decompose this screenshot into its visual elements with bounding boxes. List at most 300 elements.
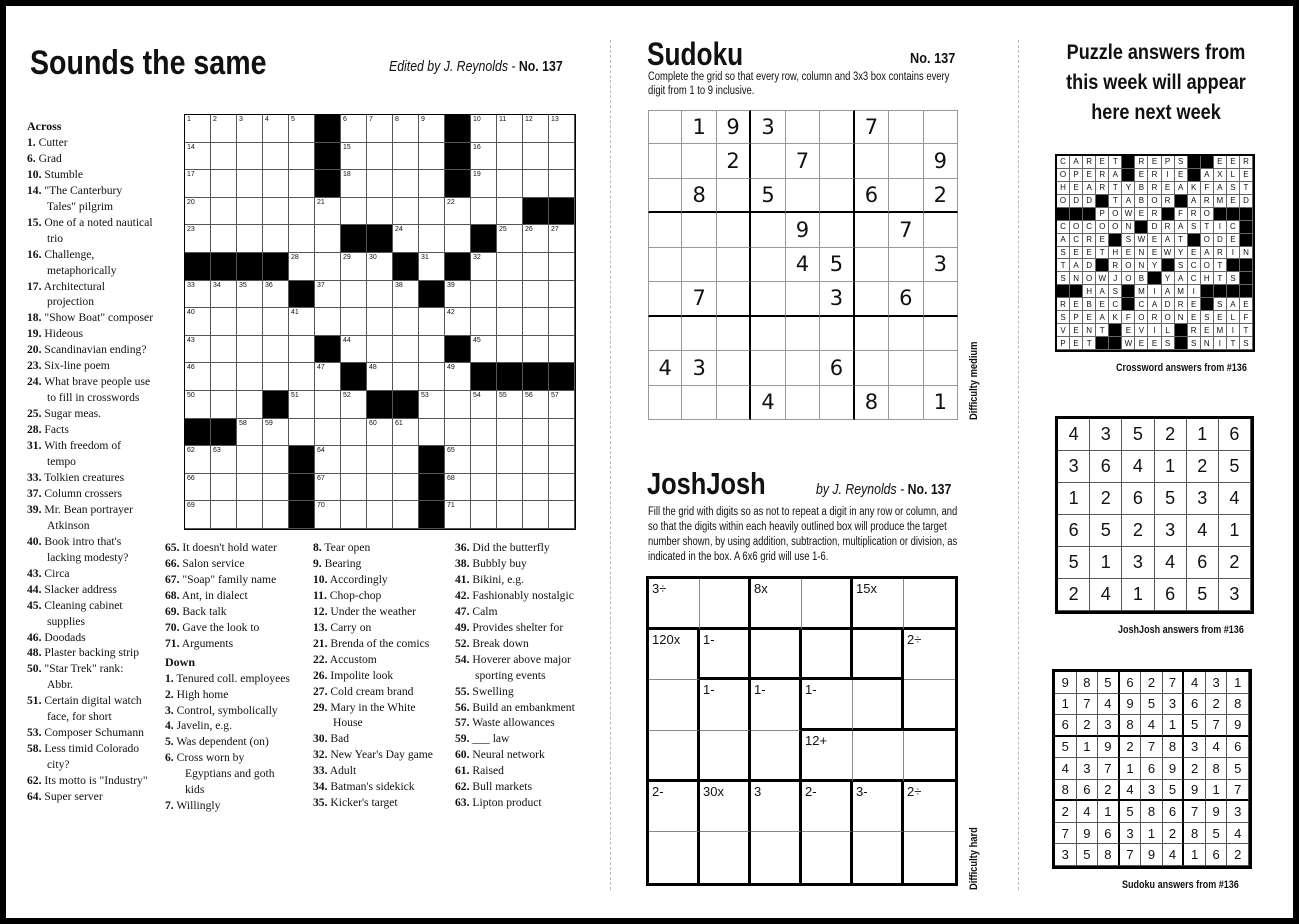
crossword-cell[interactable] (237, 419, 263, 447)
crossword-cell[interactable] (393, 143, 419, 171)
crossword-cell[interactable] (367, 363, 393, 391)
crossword-cell[interactable] (341, 501, 367, 529)
crossword-cell[interactable] (185, 143, 211, 171)
crossword-cell[interactable] (211, 115, 237, 143)
crossword-cell[interactable] (185, 281, 211, 309)
sudoku-cell[interactable] (820, 179, 854, 213)
crossword-cell[interactable] (419, 363, 445, 391)
joshjosh-cell[interactable] (751, 680, 802, 731)
sudoku-cell[interactable] (855, 282, 889, 316)
sudoku-cell[interactable] (889, 179, 923, 213)
crossword-cell[interactable] (185, 170, 211, 198)
crossword-cell[interactable] (263, 170, 289, 198)
sudoku-cell[interactable] (717, 386, 751, 420)
crossword-cell[interactable] (497, 198, 523, 226)
crossword-cell[interactable] (445, 225, 471, 253)
sudoku-cell[interactable] (717, 351, 751, 385)
joshjosh-cell[interactable] (700, 680, 751, 731)
crossword-cell[interactable] (289, 363, 315, 391)
sudoku-cell[interactable] (889, 110, 923, 144)
sudoku-cell[interactable] (682, 248, 716, 282)
sudoku-cell[interactable] (682, 144, 716, 178)
sudoku-cell[interactable] (820, 386, 854, 420)
sudoku-cell[interactable] (855, 317, 889, 351)
crossword-cell[interactable] (211, 225, 237, 253)
crossword-cell[interactable] (497, 225, 523, 253)
joshjosh-cell[interactable] (700, 832, 751, 883)
joshjosh-cell[interactable] (751, 782, 802, 833)
sudoku-cell[interactable] (855, 248, 889, 282)
crossword-cell[interactable] (341, 308, 367, 336)
crossword-cell[interactable] (523, 225, 549, 253)
crossword-cell[interactable] (341, 336, 367, 364)
sudoku-cell[interactable] (648, 144, 682, 178)
crossword-cell[interactable] (211, 391, 237, 419)
sudoku-cell[interactable] (786, 317, 820, 351)
crossword-cell[interactable] (523, 281, 549, 309)
crossword-cell[interactable] (471, 474, 497, 502)
sudoku-cell[interactable] (751, 248, 785, 282)
crossword-cell[interactable] (289, 336, 315, 364)
crossword-cell[interactable] (185, 198, 211, 226)
crossword-cell[interactable] (237, 198, 263, 226)
sudoku-cell[interactable] (889, 248, 923, 282)
crossword-cell[interactable] (237, 281, 263, 309)
crossword-cell[interactable] (523, 446, 549, 474)
sudoku-cell[interactable]: 2 (717, 144, 751, 178)
sudoku-cell[interactable]: 8 (855, 386, 889, 420)
sudoku-cell[interactable] (648, 213, 682, 247)
sudoku-cell[interactable] (648, 248, 682, 282)
sudoku-cell[interactable]: 4 (648, 351, 682, 385)
crossword-cell[interactable] (341, 253, 367, 281)
crossword-cell[interactable] (315, 391, 341, 419)
joshjosh-cell[interactable] (751, 579, 802, 630)
sudoku-cell[interactable]: 3 (682, 351, 716, 385)
crossword-cell[interactable] (367, 308, 393, 336)
crossword-cell[interactable] (367, 198, 393, 226)
sudoku-cell[interactable] (786, 179, 820, 213)
crossword-cell[interactable] (185, 336, 211, 364)
crossword-cell[interactable] (549, 170, 575, 198)
crossword-cell[interactable] (211, 336, 237, 364)
crossword-cell[interactable] (315, 253, 341, 281)
joshjosh-cell[interactable] (853, 782, 904, 833)
crossword-cell[interactable] (549, 143, 575, 171)
sudoku-cell[interactable]: 1 (924, 386, 958, 420)
crossword-cell[interactable] (549, 474, 575, 502)
crossword-cell[interactable] (367, 253, 393, 281)
sudoku-cell[interactable] (648, 110, 682, 144)
crossword-cell[interactable] (471, 336, 497, 364)
sudoku-cell[interactable] (855, 351, 889, 385)
sudoku-cell[interactable]: 6 (855, 179, 889, 213)
crossword-cell[interactable] (419, 336, 445, 364)
crossword-cell[interactable] (237, 391, 263, 419)
crossword-cell[interactable] (471, 253, 497, 281)
joshjosh-cell[interactable] (649, 832, 700, 883)
crossword-cell[interactable] (315, 308, 341, 336)
crossword-cell[interactable] (289, 115, 315, 143)
crossword-cell[interactable] (497, 446, 523, 474)
joshjosh-cell[interactable] (853, 832, 904, 883)
crossword-cell[interactable] (341, 419, 367, 447)
joshjosh-cell[interactable] (802, 731, 853, 782)
crossword-cell[interactable] (263, 446, 289, 474)
sudoku-cell[interactable]: 9 (717, 110, 751, 144)
crossword-cell[interactable] (419, 225, 445, 253)
crossword-cell[interactable] (523, 501, 549, 529)
crossword-cell[interactable] (263, 501, 289, 529)
crossword-cell[interactable] (419, 198, 445, 226)
crossword-cell[interactable] (497, 115, 523, 143)
crossword-cell[interactable] (419, 143, 445, 171)
crossword-cell[interactable] (367, 143, 393, 171)
crossword-cell[interactable] (185, 446, 211, 474)
sudoku-cell[interactable]: 5 (751, 179, 785, 213)
sudoku-cell[interactable]: 8 (682, 179, 716, 213)
crossword-cell[interactable] (445, 391, 471, 419)
crossword-cell[interactable] (211, 143, 237, 171)
crossword-cell[interactable] (367, 115, 393, 143)
crossword-cell[interactable] (211, 363, 237, 391)
crossword-cell[interactable] (549, 336, 575, 364)
sudoku-cell[interactable] (751, 144, 785, 178)
crossword-cell[interactable] (523, 170, 549, 198)
sudoku-cell[interactable] (717, 213, 751, 247)
sudoku-cell[interactable] (751, 282, 785, 316)
crossword-cell[interactable] (471, 308, 497, 336)
crossword-cell[interactable] (289, 391, 315, 419)
crossword-cell[interactable] (445, 281, 471, 309)
sudoku-cell[interactable] (889, 144, 923, 178)
crossword-cell[interactable] (263, 363, 289, 391)
sudoku-cell[interactable]: 7 (682, 282, 716, 316)
crossword-cell[interactable] (419, 115, 445, 143)
sudoku-cell[interactable] (820, 317, 854, 351)
crossword-cell[interactable] (523, 419, 549, 447)
joshjosh-cell[interactable] (700, 731, 751, 782)
crossword-cell[interactable] (393, 363, 419, 391)
crossword-cell[interactable] (289, 253, 315, 281)
sudoku-cell[interactable] (889, 386, 923, 420)
crossword-cell[interactable] (523, 143, 549, 171)
sudoku-cell[interactable] (717, 282, 751, 316)
crossword-cell[interactable] (445, 419, 471, 447)
crossword-cell[interactable] (549, 501, 575, 529)
joshjosh-cell[interactable] (904, 832, 955, 883)
crossword-cell[interactable] (211, 281, 237, 309)
sudoku-cell[interactable] (648, 317, 682, 351)
sudoku-cell[interactable] (924, 213, 958, 247)
crossword-cell[interactable] (471, 115, 497, 143)
sudoku-grid[interactable] (648, 110, 958, 420)
crossword-cell[interactable] (523, 336, 549, 364)
crossword-cell[interactable] (497, 170, 523, 198)
crossword-cell[interactable] (393, 501, 419, 529)
crossword-cell[interactable] (341, 446, 367, 474)
crossword-cell[interactable] (263, 474, 289, 502)
crossword-cell[interactable] (393, 308, 419, 336)
sudoku-cell[interactable] (751, 213, 785, 247)
crossword-cell[interactable] (341, 391, 367, 419)
sudoku-cell[interactable] (924, 110, 958, 144)
crossword-cell[interactable] (393, 419, 419, 447)
sudoku-cell[interactable] (820, 213, 854, 247)
joshjosh-cell[interactable] (700, 630, 751, 681)
crossword-cell[interactable] (393, 225, 419, 253)
sudoku-cell[interactable] (682, 213, 716, 247)
crossword-cell[interactable] (237, 501, 263, 529)
crossword-cell[interactable] (263, 336, 289, 364)
crossword-cell[interactable] (367, 336, 393, 364)
crossword-cell[interactable] (185, 474, 211, 502)
crossword-cell[interactable] (315, 198, 341, 226)
crossword-cell[interactable] (263, 225, 289, 253)
crossword-cell[interactable] (549, 308, 575, 336)
crossword-cell[interactable] (497, 253, 523, 281)
sudoku-cell[interactable]: 2 (924, 179, 958, 213)
sudoku-cell[interactable] (751, 351, 785, 385)
crossword-cell[interactable] (341, 170, 367, 198)
crossword-cell[interactable] (237, 363, 263, 391)
crossword-cell[interactable] (549, 281, 575, 309)
sudoku-cell[interactable] (924, 351, 958, 385)
joshjosh-grid[interactable] (646, 576, 958, 886)
sudoku-cell[interactable]: 5 (820, 248, 854, 282)
sudoku-cell[interactable] (889, 351, 923, 385)
crossword-cell[interactable] (471, 198, 497, 226)
crossword-cell[interactable] (315, 281, 341, 309)
crossword-cell[interactable] (367, 419, 393, 447)
crossword-cell[interactable] (237, 336, 263, 364)
crossword-cell[interactable] (315, 419, 341, 447)
sudoku-cell[interactable] (648, 282, 682, 316)
crossword-cell[interactable] (497, 308, 523, 336)
crossword-cell[interactable] (315, 446, 341, 474)
sudoku-cell[interactable]: 7 (889, 213, 923, 247)
joshjosh-cell[interactable] (853, 731, 904, 782)
sudoku-cell[interactable]: 3 (751, 110, 785, 144)
crossword-cell[interactable] (289, 143, 315, 171)
crossword-cell[interactable] (471, 281, 497, 309)
joshjosh-cell[interactable] (853, 579, 904, 630)
crossword-cell[interactable] (393, 198, 419, 226)
crossword-cell[interactable] (237, 170, 263, 198)
sudoku-cell[interactable]: 1 (682, 110, 716, 144)
crossword-cell[interactable] (315, 501, 341, 529)
sudoku-cell[interactable] (786, 351, 820, 385)
crossword-cell[interactable] (497, 143, 523, 171)
sudoku-cell[interactable] (682, 386, 716, 420)
crossword-cell[interactable] (263, 143, 289, 171)
crossword-cell[interactable] (549, 115, 575, 143)
crossword-cell[interactable] (367, 446, 393, 474)
crossword-cell[interactable] (211, 198, 237, 226)
joshjosh-cell[interactable] (802, 782, 853, 833)
sudoku-cell[interactable] (682, 317, 716, 351)
sudoku-cell[interactable]: 4 (786, 248, 820, 282)
crossword-cell[interactable] (497, 474, 523, 502)
sudoku-cell[interactable]: 3 (924, 248, 958, 282)
crossword-cell[interactable] (497, 391, 523, 419)
crossword-cell[interactable] (237, 143, 263, 171)
crossword-cell[interactable] (393, 474, 419, 502)
sudoku-cell[interactable] (820, 110, 854, 144)
crossword-cell[interactable] (315, 225, 341, 253)
joshjosh-cell[interactable] (649, 731, 700, 782)
sudoku-cell[interactable] (786, 110, 820, 144)
crossword-cell[interactable] (185, 391, 211, 419)
joshjosh-cell[interactable] (904, 782, 955, 833)
crossword-cell[interactable] (471, 170, 497, 198)
crossword-cell[interactable] (419, 170, 445, 198)
crossword-cell[interactable] (445, 198, 471, 226)
crossword-cell[interactable] (289, 198, 315, 226)
crossword-cell[interactable] (211, 170, 237, 198)
joshjosh-cell[interactable] (802, 630, 853, 681)
crossword-cell[interactable] (393, 170, 419, 198)
crossword-cell[interactable] (419, 419, 445, 447)
crossword-cell[interactable] (445, 446, 471, 474)
joshjosh-cell[interactable] (649, 630, 700, 681)
crossword-cell[interactable] (367, 281, 393, 309)
crossword-cell[interactable] (523, 253, 549, 281)
joshjosh-cell[interactable] (904, 630, 955, 681)
crossword-cell[interactable] (185, 363, 211, 391)
joshjosh-cell[interactable] (853, 630, 904, 681)
sudoku-cell[interactable] (786, 386, 820, 420)
crossword-cell[interactable] (341, 281, 367, 309)
crossword-cell[interactable] (471, 501, 497, 529)
crossword-cell[interactable] (289, 225, 315, 253)
crossword-cell[interactable] (263, 198, 289, 226)
crossword-cell[interactable] (445, 501, 471, 529)
crossword-cell[interactable] (549, 419, 575, 447)
crossword-cell[interactable] (341, 198, 367, 226)
crossword-cell[interactable] (211, 474, 237, 502)
joshjosh-cell[interactable] (904, 731, 955, 782)
crossword-cell[interactable] (497, 336, 523, 364)
joshjosh-cell[interactable] (904, 680, 955, 731)
joshjosh-cell[interactable] (649, 579, 700, 630)
sudoku-cell[interactable] (820, 144, 854, 178)
crossword-cell[interactable] (445, 474, 471, 502)
joshjosh-cell[interactable] (904, 579, 955, 630)
sudoku-cell[interactable] (889, 317, 923, 351)
joshjosh-cell[interactable] (751, 630, 802, 681)
crossword-cell[interactable] (393, 446, 419, 474)
sudoku-cell[interactable]: 6 (820, 351, 854, 385)
crossword-cell[interactable] (471, 419, 497, 447)
sudoku-cell[interactable] (648, 179, 682, 213)
crossword-cell[interactable] (341, 143, 367, 171)
crossword-cell[interactable] (471, 446, 497, 474)
crossword-cell[interactable] (185, 501, 211, 529)
crossword-cell[interactable] (237, 115, 263, 143)
sudoku-cell[interactable]: 6 (889, 282, 923, 316)
crossword-cell[interactable] (237, 474, 263, 502)
crossword-cell[interactable] (497, 281, 523, 309)
sudoku-cell[interactable]: 9 (924, 144, 958, 178)
sudoku-cell[interactable]: 4 (751, 386, 785, 420)
crossword-cell[interactable] (419, 391, 445, 419)
crossword-cell[interactable] (393, 281, 419, 309)
crossword-cell[interactable] (549, 225, 575, 253)
crossword-grid[interactable] (184, 114, 576, 530)
sudoku-cell[interactable] (717, 179, 751, 213)
crossword-cell[interactable] (211, 308, 237, 336)
crossword-cell[interactable] (445, 308, 471, 336)
sudoku-cell[interactable]: 7 (786, 144, 820, 178)
joshjosh-cell[interactable] (853, 680, 904, 731)
sudoku-cell[interactable] (855, 213, 889, 247)
sudoku-cell[interactable] (717, 317, 751, 351)
crossword-cell[interactable] (419, 308, 445, 336)
crossword-cell[interactable] (211, 501, 237, 529)
crossword-cell[interactable] (185, 225, 211, 253)
crossword-cell[interactable] (237, 308, 263, 336)
joshjosh-cell[interactable] (802, 680, 853, 731)
crossword-cell[interactable] (315, 474, 341, 502)
crossword-cell[interactable] (289, 170, 315, 198)
joshjosh-cell[interactable] (700, 579, 751, 630)
sudoku-cell[interactable]: 3 (820, 282, 854, 316)
joshjosh-cell[interactable] (700, 782, 751, 833)
crossword-cell[interactable] (237, 225, 263, 253)
crossword-cell[interactable] (237, 446, 263, 474)
joshjosh-cell[interactable] (649, 782, 700, 833)
crossword-cell[interactable] (445, 363, 471, 391)
joshjosh-cell[interactable] (649, 680, 700, 731)
sudoku-cell[interactable] (717, 248, 751, 282)
sudoku-cell[interactable] (648, 386, 682, 420)
joshjosh-cell[interactable] (751, 832, 802, 883)
sudoku-cell[interactable] (924, 282, 958, 316)
crossword-cell[interactable] (523, 115, 549, 143)
crossword-cell[interactable] (497, 419, 523, 447)
crossword-cell[interactable] (523, 474, 549, 502)
sudoku-cell[interactable] (924, 317, 958, 351)
crossword-cell[interactable] (341, 115, 367, 143)
crossword-cell[interactable] (549, 391, 575, 419)
crossword-cell[interactable] (185, 308, 211, 336)
crossword-cell[interactable] (185, 115, 211, 143)
crossword-cell[interactable] (419, 253, 445, 281)
crossword-cell[interactable] (263, 115, 289, 143)
crossword-cell[interactable] (393, 336, 419, 364)
crossword-cell[interactable] (315, 363, 341, 391)
joshjosh-cell[interactable] (751, 731, 802, 782)
crossword-cell[interactable] (523, 391, 549, 419)
crossword-cell[interactable] (263, 419, 289, 447)
crossword-cell[interactable] (549, 446, 575, 474)
sudoku-cell[interactable] (855, 144, 889, 178)
crossword-cell[interactable] (471, 143, 497, 171)
joshjosh-cell[interactable] (802, 832, 853, 883)
crossword-cell[interactable] (367, 474, 393, 502)
crossword-cell[interactable] (341, 474, 367, 502)
crossword-cell[interactable] (263, 281, 289, 309)
crossword-cell[interactable] (289, 308, 315, 336)
sudoku-cell[interactable] (786, 282, 820, 316)
crossword-cell[interactable] (523, 308, 549, 336)
crossword-cell[interactable] (471, 391, 497, 419)
crossword-cell[interactable] (367, 170, 393, 198)
crossword-cell[interactable] (367, 501, 393, 529)
sudoku-cell[interactable]: 7 (855, 110, 889, 144)
crossword-cell[interactable] (263, 308, 289, 336)
